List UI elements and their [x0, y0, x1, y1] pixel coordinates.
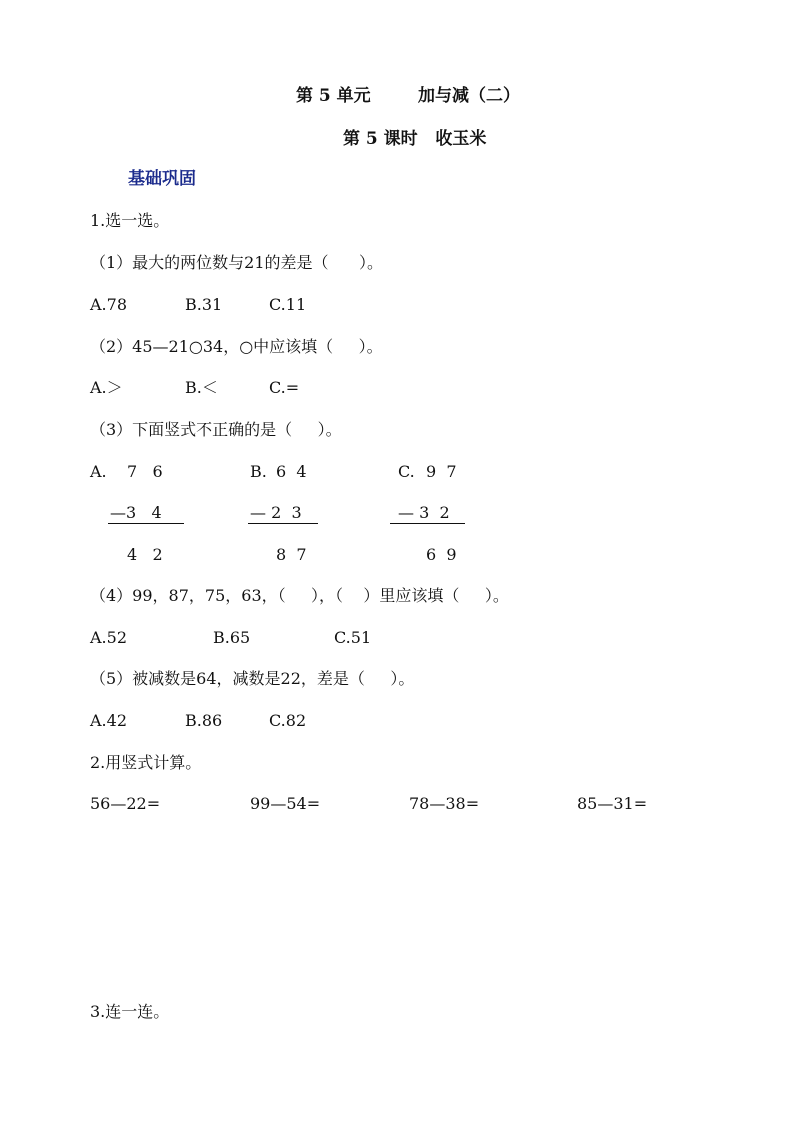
vertical-calc-b-subtrahend: — 2 3 [250, 503, 302, 522]
lesson-title: 第 5 课时 收玉米 [343, 129, 487, 149]
option-b: B.＜ [185, 378, 218, 397]
option-a: A.78 [90, 295, 127, 314]
vertical-calc-c-line [390, 523, 465, 524]
option-a: A.＞ [90, 378, 123, 397]
option-a: A.52 [90, 628, 127, 647]
vertical-calc-b-result: 8 7 [276, 545, 307, 564]
question-1-5-text: （5）被减数是64，减数是22，差是（ ）。 [90, 669, 415, 688]
question-2-title: 2.用竖式计算。 [90, 753, 202, 772]
option-c: C.51 [334, 628, 372, 647]
question-1-4-text: （4）99，87，75，63，（ ），（ ）里应该填（ ）。 [90, 586, 509, 605]
question-1-3-text: （3）下面竖式不正确的是（ ）。 [90, 420, 342, 439]
vertical-calc-c-subtrahend: — 3 2 [398, 503, 450, 522]
vertical-calc-b-line [248, 523, 318, 524]
option-c: C.= [269, 378, 300, 397]
unit-title: 第 5 单元 加与减（二） [296, 86, 521, 106]
question-1-2-text: （2）45—21○34，○中应该填（ ）。 [90, 337, 383, 356]
question-3-title: 3.连一连。 [90, 1002, 170, 1021]
vertical-calc-b-top: 6 4 [276, 462, 307, 481]
vertical-calc-a-line [108, 523, 184, 524]
option-a-label: A. [90, 462, 107, 481]
calc-problem-1: 56—22= [90, 794, 161, 813]
calc-problem-4: 85—31= [577, 794, 648, 813]
option-c-label: C. [398, 462, 415, 481]
vertical-calc-a-top: 7 6 [127, 462, 163, 481]
option-b-label: B. [250, 462, 267, 481]
calc-problem-2: 99—54= [250, 794, 321, 813]
option-b: B.86 [185, 711, 223, 730]
option-a: A.42 [90, 711, 127, 730]
option-b: B.31 [185, 295, 223, 314]
option-b: B.65 [213, 628, 251, 647]
vertical-calc-c-top: 9 7 [426, 462, 457, 481]
calc-problem-3: 78—38= [409, 794, 480, 813]
option-c: C.82 [269, 711, 307, 730]
vertical-calc-c-result: 6 9 [426, 545, 457, 564]
option-c: C.11 [269, 295, 307, 314]
vertical-calc-a-result: 4 2 [127, 545, 163, 564]
question-1-title: 1.选一选。 [90, 211, 170, 230]
question-1-1-text: （1）最大的两位数与21的差是（ ）。 [90, 253, 384, 272]
section-heading: 基础巩固 [128, 169, 196, 189]
vertical-calc-a-subtrahend: —3 4 [110, 503, 162, 522]
